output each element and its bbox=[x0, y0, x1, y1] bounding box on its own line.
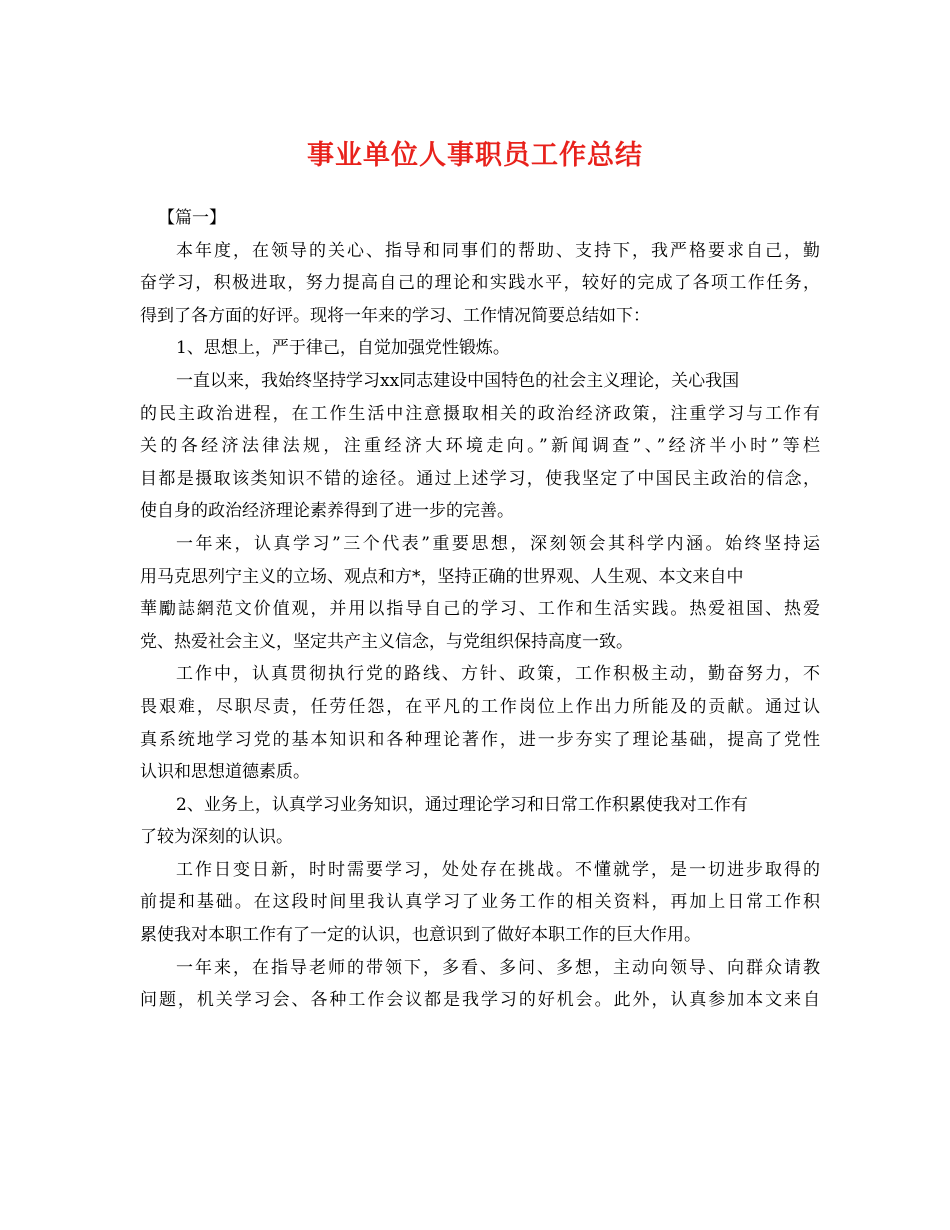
document-title: 事业单位人事职员工作总结 bbox=[307, 140, 643, 171]
text-line: 关的各经济法律法规，注重经济大环境走向。”新闻调查”、”经济半小时”等栏 bbox=[140, 436, 820, 457]
text-line: 工作中，认真贯彻执行党的路线、方针、政策，工作积极主动，勤奋努力，不 bbox=[176, 664, 820, 685]
section-label: 【篇一】 bbox=[158, 208, 226, 228]
text-line: 认识和思想道德素质。 bbox=[140, 762, 310, 783]
text-line: 畏艰难，尽职尽责，任劳任怨，在平凡的工作岗位上作出力所能及的贡献。通过认 bbox=[140, 696, 820, 717]
text-line: 本年度，在领导的关心、指导和同事们的帮助、支持下，我严格要求自己，勤 bbox=[176, 240, 820, 261]
text-line: 工作日变日新，时时需要学习，处处存在挑战。不懂就学，是一切进步取得的 bbox=[176, 859, 820, 880]
text-line: 華勵誌網范文价值观，并用以指导自己的学习、工作和生活实践。热爱祖国、热爱 bbox=[140, 599, 820, 620]
text-line: 使自身的政治经济理论素养得到了进一步的完善。 bbox=[140, 501, 514, 522]
text-line: 2、业务上，认真学习业务知识，通过理论学习和日常工作积累使我对工作有 bbox=[176, 794, 748, 815]
text-line: 用马克思列宁主义的立场、观点和方*，坚持正确的世界观、人生观、本文来自中 bbox=[140, 566, 744, 587]
text-line: 党、热爱社会主义，坚定共产主义信念，与党组织保持高度一致。 bbox=[140, 631, 633, 652]
text-line: 的民主政治进程，在工作生活中注意摄取相关的政治经济政策，注重学习与工作有 bbox=[140, 403, 820, 424]
text-line: 奋学习，积极进取，努力提高自己的理论和实践水平，较好的完成了各项工作任务， bbox=[140, 273, 820, 294]
document-body bbox=[140, 202, 820, 1017]
text-line: 前提和基础。在这段时间里我认真学习了业务工作的相关资料，再加上日常工作积 bbox=[140, 892, 820, 913]
paragraph-lines bbox=[140, 235, 820, 1017]
text-line: 问题，机关学习会、各种工作会议都是我学习的好机会。此外，认真参加本文来自 bbox=[140, 990, 820, 1011]
text-line: 了较为深刻的认识。 bbox=[140, 827, 293, 848]
text-line: 一直以来，我始终坚持学习xx同志建设中国特色的社会主义理论，关心我国 bbox=[176, 370, 740, 391]
text-line: 1、思想上，严于律己，自觉加强党性锻炼。 bbox=[176, 338, 510, 359]
text-line: 得到了各方面的好评。现将一年来的学习、工作情况简要总结如下： bbox=[140, 305, 650, 326]
text-line: 一年来，在指导老师的带领下，多看、多问、多想，主动向领导、向群众请教 bbox=[176, 957, 820, 978]
text-line: 一年来，认真学习”三个代表”重要思想，深刻领会其科学内涵。始终坚持运 bbox=[176, 533, 820, 554]
text-line: 真系统地学习党的基本知识和各种理论著作，进一步夯实了理论基础，提高了党性 bbox=[140, 729, 820, 750]
text-line: 累使我对本职工作有了一定的认识，也意识到了做好本职工作的巨大作用。 bbox=[140, 925, 701, 946]
text-line: 目都是摄取该类知识不错的途径。通过上述学习，使我坚定了中国民主政治的信念， bbox=[140, 468, 820, 489]
